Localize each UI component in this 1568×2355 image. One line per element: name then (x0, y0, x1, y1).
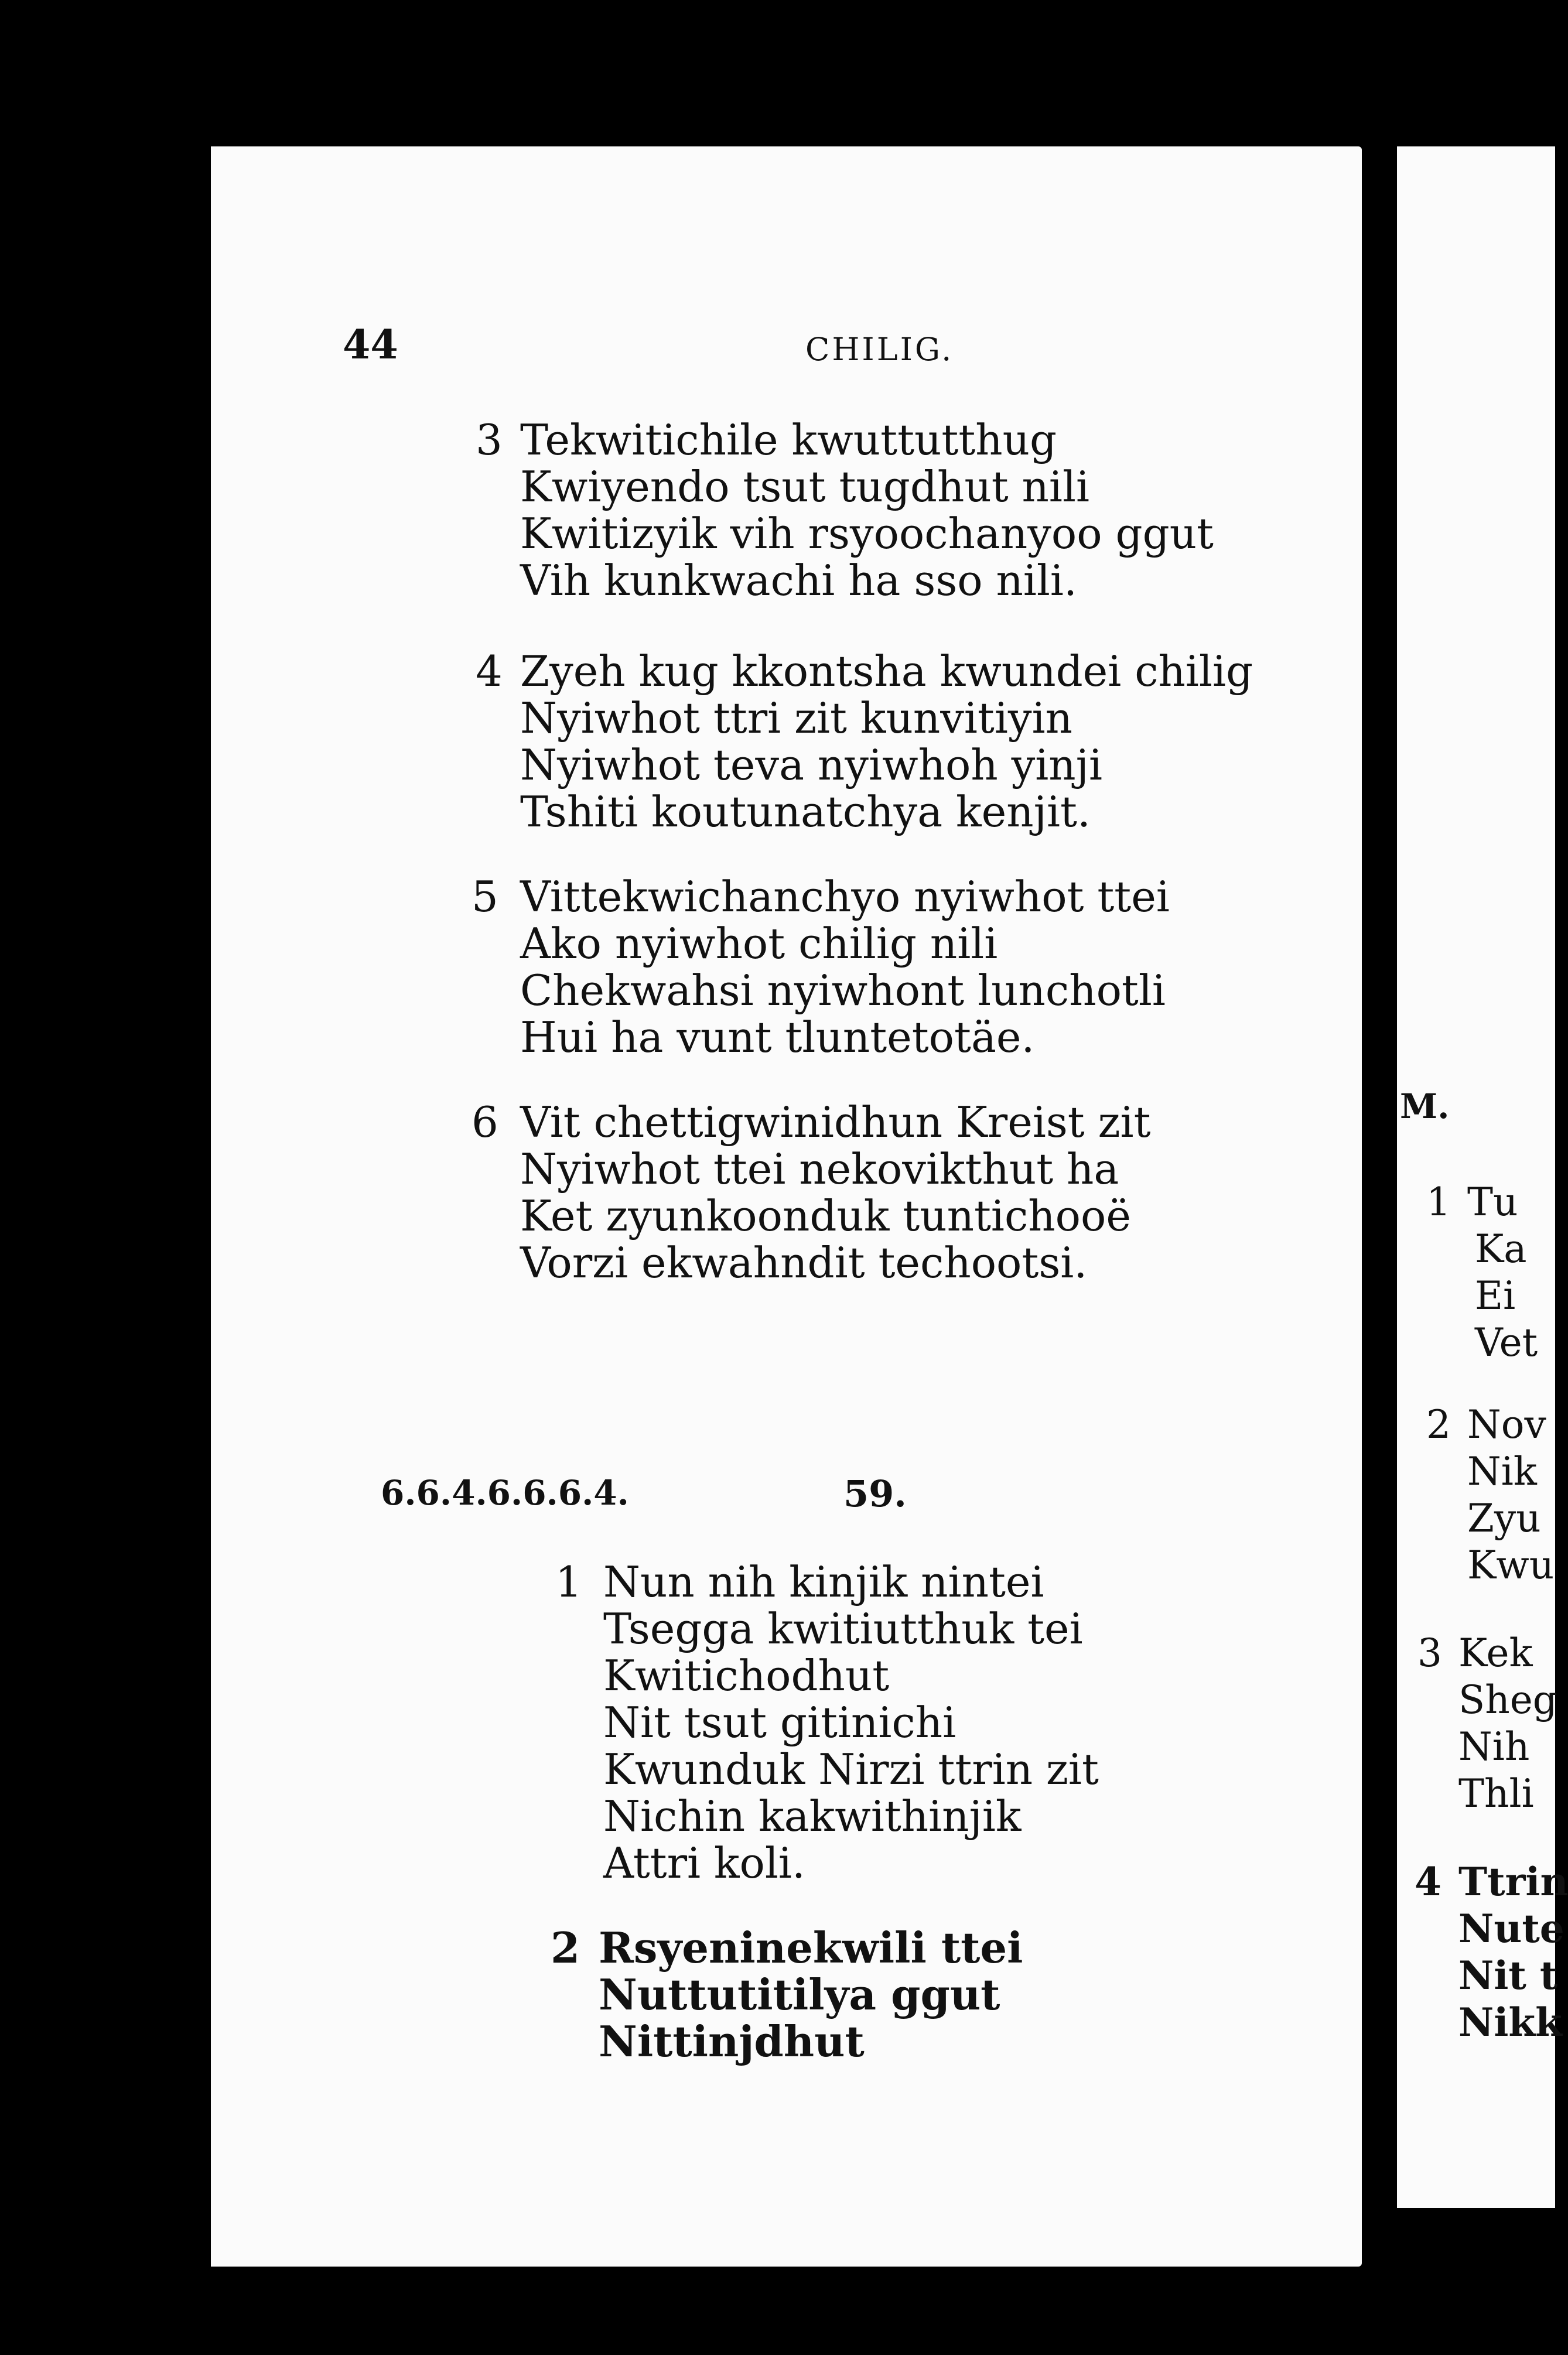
verse-line-fragment: Nik (1467, 1449, 1537, 1494)
hymn-meter: 6.6.4.6.6.6.4. (381, 1473, 629, 1513)
verse-line: Nun nih kinjik nintei (603, 1557, 1044, 1607)
verse-line: Tekwitichile kwuttutthug (520, 415, 1057, 464)
verse-number: 3 (1417, 1631, 1442, 1676)
verse-number: 3 (476, 415, 503, 464)
verse-line: Kwitizyik vih rsyoochanyoo ggut (520, 509, 1214, 558)
verse-line: Vih kunkwachi ha sso nili. (520, 556, 1077, 605)
verse-line: Chekwahsi nyiwhont lunchotli (520, 966, 1166, 1015)
verse-number: 1 (1426, 1180, 1451, 1225)
verse-number: 6 (472, 1098, 498, 1147)
verse-line: Nyiwhot teva nyiwhoh yinji (520, 740, 1103, 789)
verse-line-fragment: Ei (1475, 1273, 1516, 1318)
verse-line: Kwunduk Nirzi ttrin zit (603, 1745, 1099, 1794)
page-number: 44 (343, 322, 398, 368)
right-meter-fragment: M. (1400, 1086, 1450, 1126)
hymn-number: 59. (843, 1472, 907, 1515)
verse-line: Ket zyunkoonduk tuntichooë (520, 1191, 1131, 1240)
verse-line-fragment: Ttrin (1458, 1859, 1568, 1905)
page-gutter-shadow (170, 146, 211, 2267)
verse-line: Vit chettigwinidhun Kreist zit (520, 1098, 1151, 1147)
verse-line-fragment: Nikk (1458, 1999, 1562, 2045)
verse-line: Vittekwichanchyo nyiwhot ttei (520, 872, 1170, 921)
verse-number: 2 (1426, 1402, 1451, 1447)
verse-number: 2 (551, 1923, 580, 1973)
verse-line: Ako nyiwhot chilig nili (520, 919, 998, 968)
verse-line: Nit tsut gitinichi (603, 1698, 956, 1747)
verse-line-fragment: Kwu (1467, 1543, 1555, 1588)
verse-line-fragment: Thli (1458, 1771, 1534, 1816)
verse-line-fragment: Nih (1458, 1724, 1530, 1769)
verse-number: 1 (555, 1557, 582, 1607)
verse-line: Attri koli. (603, 1838, 805, 1888)
verse-line: Zyeh kug kkontsha kwundei chilig (520, 647, 1253, 696)
verse-number: 4 (476, 647, 503, 696)
verse-line: Nyiwhot ttei nekovikthut ha (520, 1144, 1119, 1194)
verse-line: Tshiti koutunatchya kenjit. (520, 787, 1091, 836)
verse-line-fragment: Zyu (1467, 1496, 1541, 1541)
verse-line: Rsyeninekwili ttei (599, 1923, 1023, 1973)
verse-line-fragment: Ka (1475, 1226, 1527, 1272)
running-title: CHILIG. (805, 331, 954, 368)
verse-line: Kwitichodhut (603, 1651, 890, 1700)
verse-line: Vorzi ekwahndit techootsi. (520, 1238, 1088, 1287)
verse-line-fragment: Tu (1467, 1180, 1518, 1225)
verse-line-fragment: Nit t (1458, 1953, 1558, 1998)
verse-line: Nittinjdhut (599, 2016, 865, 2066)
verse-line-fragment: Vet (1475, 1320, 1538, 1365)
verse-line-fragment: Sheg (1458, 1677, 1558, 1722)
verse-line-fragment: Kek (1458, 1631, 1533, 1676)
verse-number: 5 (472, 872, 498, 921)
verse-line: Nuttutitilya ggut (599, 1970, 1000, 2019)
verse-line: Tsegga kwitiutthuk tei (603, 1604, 1083, 1653)
verse-line: Kwiyendo tsut tugdhut nili (520, 462, 1089, 511)
verse-line: Nyiwhot ttri zit kunvitiyin (520, 693, 1072, 743)
verse-number: 4 (1415, 1859, 1441, 1905)
verse-line-fragment: Nute (1458, 1906, 1564, 1951)
verse-line: Hui ha vunt tluntetotäe. (520, 1013, 1035, 1062)
verse-line-fragment: Nov (1467, 1402, 1546, 1447)
verse-line: Nichin kakwithinjik (603, 1792, 1022, 1841)
